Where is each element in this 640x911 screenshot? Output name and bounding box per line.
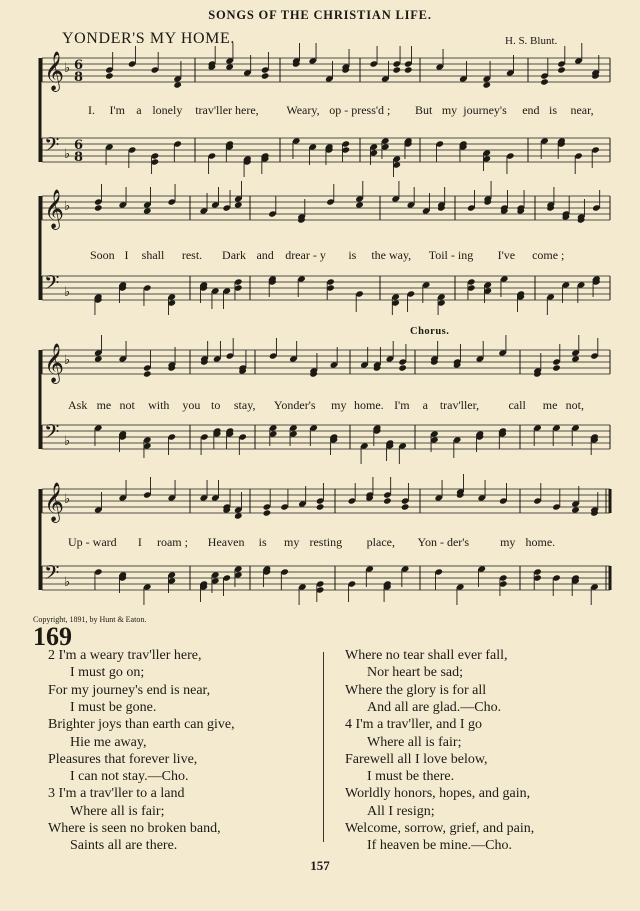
lyric-syllable: resting [309,535,343,549]
lyric-syllable: a [136,103,142,117]
lyric-syllable: me [542,398,558,412]
verse-line: 3 I'm a trav'ller to a land [48,786,185,802]
lyric-syllable: a [422,398,428,412]
lyric-syllable: But [415,103,433,117]
lyric-syllable: I'm [109,103,125,117]
running-header: SONGS OF THE CHRISTIAN LIFE. [208,8,432,22]
flat-icon: ♭ [64,199,71,214]
lyric-syllable: drear - y [285,248,326,262]
note-head [404,66,413,73]
bass-clef-icon: 𝄢 [44,133,60,161]
lyric-syllable: rest. [181,248,203,262]
lyric-syllable: Dark [222,248,247,262]
verse-line: Saints all are there. [70,838,178,854]
lyric-syllable: my [500,535,516,549]
composer-credit: H. S. Blunt. [505,35,558,47]
flat-icon: ♭ [64,492,71,507]
note-head [571,506,580,513]
lyric-syllable: come ; [532,248,565,262]
verse-line: Brighter joys than earth can give, [48,717,235,733]
verse-line: If heaven be mine.—Cho. [367,838,513,854]
time-signature: 8 [74,150,84,165]
verse-line: Farewell all I love below, [345,751,488,767]
verse-line: Where the glory is for all [345,682,487,698]
verse-line: Where all is fair; [70,803,165,819]
note-head [392,66,401,73]
lyric-syllable: is [549,103,558,117]
lyric-syllable: my [441,103,458,117]
verse-line: I must go on; [70,665,145,681]
treble-clef-icon: 𝄞 [44,189,65,229]
verse-line: I must be there. [367,769,455,785]
bass-clef-icon: 𝄢 [44,561,60,589]
lyric-syllable: Yon - der's [417,535,470,549]
lyric-syllable: is [258,535,267,549]
time-signature: 8 [74,70,84,85]
lyric-syllable: Soon [90,248,115,262]
lyric-syllable: Ask [68,398,88,412]
lyric-syllable: you [182,398,201,412]
lyric-syllable: trav'ller here, [195,103,259,117]
lyric-syllable: roam ; [156,535,188,549]
lyric-syllable: is [348,248,357,262]
lyric-syllable: trav'ller, [439,398,480,412]
bass-clef-icon: 𝄢 [44,420,60,448]
time-signature: 6 [74,58,84,73]
verse-line: Worldly honors, hopes, and gain, [345,786,531,802]
note-head [234,512,243,519]
lyric-syllable: Yonder's [273,398,316,412]
page-number: 157 [310,858,330,873]
note-head [552,364,561,371]
note-head [540,78,549,85]
lyric-syllable: lonely [152,103,183,117]
hymn-number: 169 [33,622,72,651]
flat-icon: ♭ [64,353,71,368]
chorus-label: Chorus. [410,326,450,337]
note-head [261,72,270,79]
lyric-syllable: I'm [394,398,410,412]
column-divider [323,652,324,842]
lyric-syllable: op - press'd ; [329,103,391,117]
lyric-syllable: shall [141,248,165,262]
lyric-syllable: and [256,248,274,262]
note-head [234,201,243,208]
verse-line: For my journey's end is near, [48,682,211,698]
lyric-syllable: I [124,248,129,262]
verse-line: Welcome, sorrow, grief, and pain, [345,821,535,836]
flat-icon: ♭ [64,434,71,449]
note-head [571,355,580,362]
note-head [316,503,325,510]
lyric-syllable: my [284,535,300,549]
bass-clef-icon: 𝄢 [44,271,60,299]
flat-icon: ♭ [64,147,71,162]
note-head [482,81,491,88]
copyright-notice: Copyright, 1891, by Hunt & Eaton. [33,615,147,624]
flat-icon: ♭ [64,61,71,76]
note-head [143,207,152,214]
lyric-syllable: near, [570,103,594,117]
verse-line: 4 I'm a trav'ller, and I go [345,717,483,733]
lyric-syllable: home. [525,535,556,549]
lyric-syllable: I. [88,103,95,117]
verse-line: 2 I'm a weary trav'ller here, [48,648,202,663]
lyric-syllable: the way, [371,248,412,262]
lyric-syllable: me [96,398,112,412]
lyric-syllable: Weary, [286,103,320,117]
note-head [263,509,272,516]
flat-icon: ♭ [64,285,71,300]
lyric-syllable: journey's [463,103,507,117]
lyric-syllable: Heaven [207,535,245,549]
verse-line: Pleasures that forever live, [48,751,198,767]
verse-line: Where no tear shall ever fall, [345,648,508,663]
verse-line: I must be gone. [70,699,157,715]
note-head [173,81,182,88]
treble-clef-icon: 𝄞 [44,343,65,383]
note-head [383,497,392,504]
lyric-syllable: I've [497,248,516,262]
lyric-syllable: with [148,398,170,412]
hymn-title: YONDER'S MY HOME. [62,30,235,47]
note-head [105,72,114,79]
note-head [94,355,103,362]
note-head [557,66,566,73]
note-head [355,201,364,208]
lyric-syllable: stay, [233,398,256,412]
lyric-syllable: call [508,398,526,412]
note-head [94,204,103,211]
note-head [225,63,234,70]
time-signature: 6 [74,138,84,153]
treble-clef-icon: 𝄞 [44,482,65,522]
lyric-syllable: to [211,398,221,412]
flat-icon: ♭ [64,575,71,590]
verse-line: And all are glad.—Cho. [367,699,502,715]
lyric-syllable: Toil - ing [428,248,474,262]
verse-line: All I resign; [367,803,435,819]
lyric-syllable: Up - ward [68,535,117,549]
verse-line: Nor heart be sad; [367,665,464,681]
lyric-syllable: my [331,398,347,412]
lyric-syllable: I [137,535,142,549]
verse-line: Where is seen no broken band, [48,821,221,836]
verse-line: Hie me away, [70,734,147,750]
verse-line: Where all is fair; [367,734,462,750]
lyric-syllable: not, [565,398,585,412]
lyric-syllable: home. [354,398,384,412]
lyric-syllable: not [119,398,135,412]
note-head [401,503,410,510]
note-head [398,364,407,371]
treble-clef-icon: 𝄞 [44,51,65,91]
verse-line: I can not stay.—Cho. [70,769,189,785]
note-head [143,370,152,377]
lyric-syllable: place, [366,535,395,549]
lyric-syllable: end [522,103,540,117]
